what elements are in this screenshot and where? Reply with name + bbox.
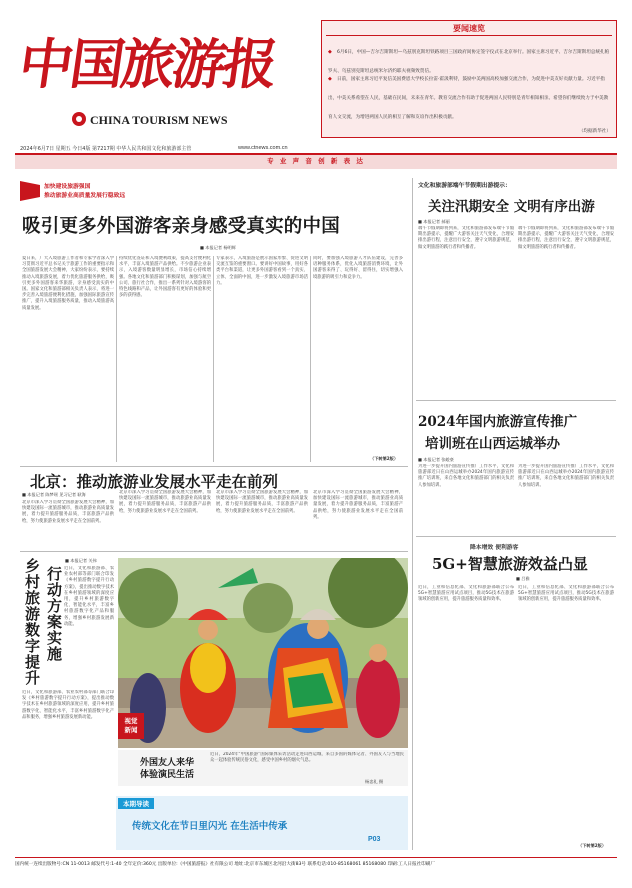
rural-headline-2: 行动方案实施 — [45, 566, 63, 662]
news-brief-box — [321, 20, 617, 138]
kicker-flag-icon — [20, 181, 40, 201]
lead-jump: （下转第2版） — [370, 456, 399, 461]
site-url: www.ctnews.com.cn — [238, 145, 288, 151]
section-divider — [20, 551, 408, 552]
dragon-headline: 关注汛期安全 文明有序出游 — [428, 199, 595, 215]
slogan: 专 业 声 音 创 新 表 达 — [267, 157, 365, 165]
rural-body-1: 近日，文化和旅游部、农业农村部等部门联合印发《乡村旅游数字提升行动方案》，提出推动数字技术在乡村旅游领域的深度应用，提升乡村旅游数字化、智能化水平，丰富乡村旅游数字化产品和服务，增强乡村旅游发展新动能。 — [64, 566, 114, 627]
bullet-icon: ◆ — [328, 76, 332, 82]
beijing-byline: ■ 本报记者 陈梦瑶 见习记者 耿海 — [22, 492, 86, 497]
beijing-body-1: 北京市深入学习贯彻全国旅游发展大会精神，加快建设国际一流旅游城市，推动旅游业高质量发展，着力提升旅游服务品质，丰富旅游产品供给，努力使旅游业发展水平走在全国前列。 — [22, 500, 114, 524]
news-brief-rule — [326, 35, 612, 36]
training-body-2: 为进一步提升国内旅游宣传推广工作水平，文化和旅游部近日在山西运城举办2024年国内旅游宣传推广培训班，来自各地文化和旅游部门的相关负责人参加培训。 — [518, 464, 614, 488]
training-body-1: 为进一步提升国内旅游宣传推广工作水平，文化和旅游部近日在山西运城举办2024年国内旅游宣传推广培训班，来自各地文化和旅游部门的相关负责人参加培训。 — [418, 464, 514, 488]
g5-body-2: 近日，工业和信息化部、文化和旅游部联合公布5G+智慧旅游应用试点项目，推动5G技术在旅游领域的创新应用，提升旅游服务质量和效率。 — [518, 585, 614, 603]
dragon-body-1: 端午节假期即将到来，文化和旅游部发布端午节假期出游提示，提醒广大游客关注天气变化，合理安排出游行程，注意出行安全，遵守文明旅游规范，做文明旅游的践行者和传播者。 — [418, 226, 514, 250]
col-divider — [310, 256, 311, 462]
g5-kicker: 降本增效 便利游客 — [470, 545, 519, 551]
lead-byline: ■ 本报记者 杨明辉 — [200, 245, 236, 250]
footer-rule — [15, 857, 617, 858]
dragon-body-2: 端午节假期即将到来，文化和旅游部发布端午节假期出游提示，提醒广大游客关注天气变化，合理安排出游行程，注意出行安全，遵守文明旅游规范，做文明旅游的践行者和传播者。 — [518, 226, 614, 250]
section-divider — [20, 466, 408, 467]
lead-headline: 吸引更多外国游客亲身感受真实的中国 — [22, 216, 340, 237]
beijing-body-4: 北京市深入学习贯彻全国旅游发展大会精神，加快建设国际一流旅游城市，推动旅游业高质量发展，着力提升旅游服务品质，丰富旅游产品供给，努力使旅游业发展水平走在全国前列。 — [313, 490, 403, 520]
lead-column-1: 夏日来，广大入境旅游工作者和专家学者深入学习贯彻习近平总书记关于旅游工作的重要指示和全国旅游发展大会精神，大家纷纷表示，要持续推动入境旅游发展，着力优化旅游服务供给，吸引更多外国游客来华旅游，亲身感受真实的中国。国家文化和旅游部相关负责人表示，将进一步完善入境旅游便利化措施，加强国际旅游宣传推广，提升入境旅游服务质量，推动入境旅游高质量发展。 — [22, 256, 114, 311]
news-brief-item-2: ◆ 日前，国家主席习近平复信美国费恩大学校长拉雷·霍汲利特，鼓励中美两国高校加强交流合作，为促进中美友好贡献力量。习近平指出，中美关系希望在人民，基础在民间，未来在青年。教育交流合作有助于促进两国人民特别是青年相知相亲。希望你们继续致力于中美教育人文交流，为增进两国人民的相互了解和友谊作出积极贡献。 — [328, 76, 609, 120]
lead-kicker: 加快建设旅游强国 推动旅游业高质量发展行稳致远 — [20, 180, 220, 202]
beijing-body-2: 北京市深入学习贯彻全国旅游发展大会精神，加快建设国际一流旅游城市，推动旅游业高质量发展，着力提升旅游服务品质，丰富旅游产品供给，努力使旅游业发展水平走在全国前列。 — [119, 490, 211, 514]
g5-headline: 5G+智慧旅游效益凸显 — [432, 555, 588, 573]
dragon-byline: ■ 本报记者 郝丽 — [418, 219, 450, 224]
lead-column-3: 专家表示，入境旅游是展示国家形象、促进文明交流互鉴的重要窗口。要讲好中国故事，用好各类平台和渠道，让更多外国游客看到一个真实、立体、全面的中国，进一步激发入境旅游市场活力。 — [216, 256, 308, 286]
col-divider — [116, 256, 117, 462]
rural-body-2: 近日，文化和旅游部、农业农村部等部门联合印发《乡村旅游数字提升行动方案》，提出推动数字技术在乡村旅游领域的深度应用，提升乡村旅游数字化、智能化水平，丰富乡村旅游数字化产品和服务，增强乡村旅游发展新动能。 — [22, 690, 114, 720]
guide-link[interactable]: 传统文化在节日里闪光 在生活中传承 — [132, 821, 288, 832]
beijing-headline: 北京：推动旅游业发展水平走在前列 — [30, 472, 279, 491]
photo-credit: 杨忠礼 摄 — [365, 779, 384, 784]
lead-column-4: 同时，要加强入境旅游人才队伍建设，完善多语种服务体系，优化入境旅游消费环境，让外国游客来得了、玩得好、留得住，切实增强入境旅游的吸引力和竞争力。 — [313, 256, 403, 280]
news-brief-title: 要闻速览 — [453, 24, 485, 33]
dateline: 2024年6月7日 星期五 今日4版 第7217期 中华人民共和国文化和旅游部主管 — [20, 146, 192, 152]
news-photo — [118, 558, 408, 748]
training-headline-2: 培训班在山西运城举办 — [425, 436, 560, 452]
logo-emblem-icon — [72, 112, 86, 126]
news-brief-source: （均据新华社） — [578, 129, 611, 134]
bullet-icon: ◆ — [328, 49, 332, 55]
photo-title: 外国友人来华体验演民生活 — [140, 758, 195, 780]
news-brief-item-1: ◆ 6月6日，中国—吉尔吉斯斯坦—乌兹别克斯坦铁路项目三国政府间协定签字仪式在北京举行。国家主席习近平、吉尔吉斯斯坦总统扎帕罗夫、乌兹别克斯坦总统米尔济约耶夫视频致贺信。 — [328, 49, 610, 74]
rural-headline-1: 乡村旅游数字提升 — [23, 558, 41, 686]
col-divider — [213, 256, 214, 462]
g5-byline: ■ 吕雅 — [516, 576, 530, 581]
guide-label: 本期导读 — [118, 798, 154, 809]
photo-caption: 近日，2024年“中国旅游”国际媒体采访活动走进山西运城，来自多国的媒体记者、外国友人与当地民众一起体验传统民俗文化，感受中国乡村的烟火气息。 — [210, 752, 404, 764]
photo-badge: 视觉 新闻 — [118, 713, 144, 739]
rural-byline: ■ 本报记者 关伟 — [65, 558, 97, 563]
g5-body-1: 近日，工业和信息化部、文化和旅游部联合公布5G+智慧旅游应用试点项目，推动5G技术在旅游领域的创新应用，提升旅游服务质量和效率。 — [418, 585, 514, 603]
training-byline: ■ 本报记者 张峻豪 — [418, 457, 454, 462]
page-column-divider — [412, 178, 413, 850]
lead-column-2: 持续优化签证和入境便利政策，提高支付便利化水平，丰富入境旅游产品供给。不少旅游企业表示，入境游客数量明显增长，市场信心持续增强。各地文化和旅游部门积极谋划，加强与航空公司、旅行社合作，推出一系列针对入境游客的特色线路和产品，让外国游客有更好的体验和更多的获得感。 — [119, 256, 211, 299]
section-divider — [416, 536, 616, 537]
right-section-label: 文化和旅游部端午节假期出游提示： — [418, 183, 511, 189]
training-headline-1: 2024年国内旅游宣传推广 — [418, 414, 578, 430]
logo-chinese: 中国旅游报 — [15, 32, 280, 96]
footer-info: 国内统一连续出版物号:CN 11-0013 邮发代号:1-40 全年定价:360元 出版单位:《中国旅游报》社有限公司 地址:北京市东城区北河沿大街83号 联系电话:010-85168061 85168080 印刷:工人日报社印刷厂 — [15, 862, 435, 867]
section-divider — [416, 400, 616, 401]
beijing-body-3: 北京市深入学习贯彻全国旅游发展大会精神，加快建设国际一流旅游城市，推动旅游业高质量发展，着力提升旅游服务品质，丰富旅游产品供给，努力使旅游业发展水平走在全国前列。 — [216, 490, 308, 514]
guide-page[interactable]: P03 — [368, 836, 381, 843]
logo-english: CHINA TOURISM NEWS — [90, 113, 228, 127]
festival-photo-image — [118, 558, 408, 748]
right-jump: （下转第2版） — [578, 843, 607, 848]
